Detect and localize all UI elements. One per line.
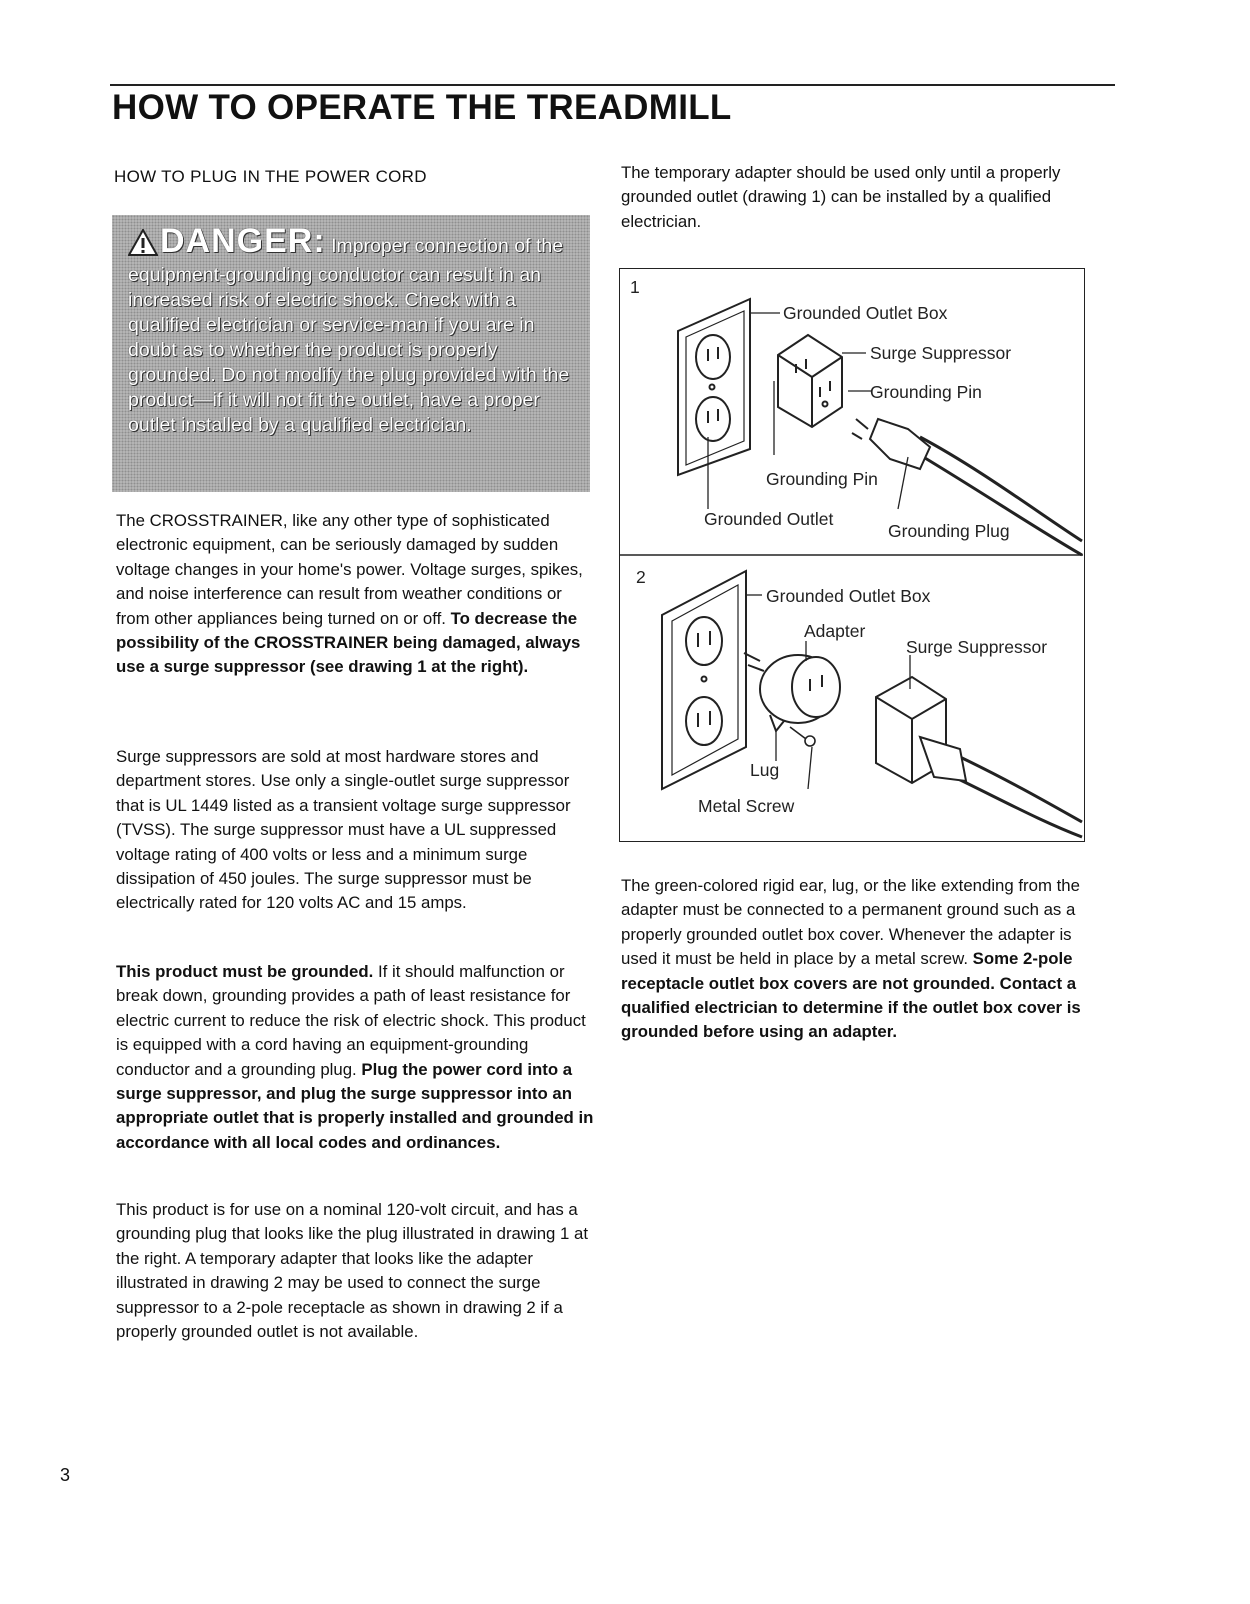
paragraph-surge-intro-bold: To decrease the possibility of the CROSSTRAINER being damaged, always use a surge suppressor (see drawing 1 at the right). — [116, 608, 581, 677]
paragraph-circuit: This product is for use on a nominal 120-volt circuit, and has a grounding plug that looks like the plug illustrated in drawing 1 at the right. A temporary adapter that looks like the adapter illustrated in drawing 2 may be used to connect the surge suppressor to a 2-pole receptacle as shown in drawing 2 if a properly grounded outlet is not available. — [116, 1200, 589, 1342]
section-heading: HOW TO PLUG IN THE POWER CORD — [114, 167, 427, 186]
paragraph-grounding: This product must be grounded. If it should malfunction or break down, grounding provides a path of least resistance for electric current to reduce the risk of electric shock. This product is equipped with a cord having an equipment-grounding conductor and a grounding plug. Plug the power cord into a surge suppressor, and plug the surge suppressor into an appropriate outlet that is properly installed and grounded in accordance with all local codes and ordinances. — [116, 962, 594, 1152]
page-number: 3 — [60, 1465, 71, 1485]
danger-body: Improper connection of the equipment-grounding conductor can result in an increased risk of electric shock. Check with a qualified electrician or service-man if you are in doubt as to whether the product is properly grounded. Do not modify the plug provided with the product—if it will not fit the outlet, have a proper outlet installed by a qualified electrician. — [128, 235, 570, 436]
label-grounded-outlet-box-2: Grounded Outlet Box — [766, 586, 931, 606]
paragraph-adapter-lug: The green-colored rigid ear, lug, or the like extending from the adapter must be connected to a permanent ground such as a properly grounded outlet box cover. Whenever the adapter is used it must be held in place by a metal screw. Some 2-pole receptacle outlet box covers are not grounded. Contact a qualified electrician to determine if the outlet box cover is grounded before using an adapter. — [621, 876, 1081, 1042]
grounding-instruction-bold: Plug the power cord into a surge suppressor, and plug the surge suppressor into an appropriate outlet that is properly installed and grounded in accordance with all local codes and ordinances. — [116, 1059, 594, 1152]
adapter-illustration — [744, 653, 840, 731]
outlet-drawings — [619, 268, 1085, 842]
page-title: HOW TO OPERATE THE TREADMILL — [112, 88, 732, 127]
paragraph-temporary-adapter: The temporary adapter should be used only until a properly grounded outlet (drawing 1) can be installed by a qualified electrician. — [621, 163, 1061, 231]
label-grounding-plug: Grounding Plug — [888, 521, 1010, 541]
grounding-warning-bold: This product must be grounded. — [116, 962, 374, 981]
paragraph-adapter-lug-bold: Some 2-pole receptacle outlet box covers are not grounded. Contact a qualified electrician to determine if the outlet box cover is grounded before using an adapter. — [621, 949, 1081, 1042]
danger-text — [128, 222, 580, 438]
grounded-outlet-box-illustration — [678, 299, 750, 475]
drawing-2 — [636, 567, 1082, 837]
drawing-1 — [630, 277, 1082, 555]
label-surge-suppressor-2: Surge Suppressor — [906, 637, 1048, 657]
outlet-box-illustration-2 — [662, 571, 746, 789]
label-surge-suppressor-1: Surge Suppressor — [870, 343, 1012, 363]
metal-screw-illustration — [790, 727, 815, 746]
drawing-1-number: 1 — [630, 277, 640, 297]
danger-box — [112, 215, 590, 492]
surge-suppressor-illustration-2 — [876, 677, 1082, 837]
label-adapter: Adapter — [804, 621, 866, 641]
warning-triangle-icon — [128, 229, 158, 263]
label-metal-screw: Metal Screw — [698, 796, 795, 816]
drawing-2-number: 2 — [636, 567, 646, 587]
label-grounding-pin-top: Grounding Pin — [870, 382, 982, 402]
header-rule — [110, 84, 1115, 86]
label-grounded-outlet-box-1: Grounded Outlet Box — [783, 303, 948, 323]
danger-label: DANGER: — [160, 222, 326, 260]
surge-suppressor-illustration — [778, 335, 842, 427]
label-lug: Lug — [750, 760, 780, 780]
paragraph-surge-intro: The CROSSTRAINER, like any other type of sophisticated electronic equipment, can be seriously damaged by sudden voltage changes in your home's power. Voltage surges, spikes, and noise interference can result from weather conditions or from other appliances being turned on or off. To decrease the possibility of the CROSSTRAINER being damaged, always use a surge suppressor (see drawing 1 at the right). — [116, 511, 583, 677]
label-grounded-outlet: Grounded Outlet — [704, 509, 834, 529]
paragraph-surge-suppressors: Surge suppressors are sold at most hardware stores and department stores. Use only a single-outlet surge suppressor that is UL 1449 listed as a transient voltage surge suppressor (TVSS). The surge suppressor must have a UL suppressed voltage rating of 400 volts or less and a minimum surge dissipation of 450 joules. The surge suppressor must be electrically rated for 120 volts AC and 15 amps. — [116, 747, 571, 913]
label-grounding-pin-bottom: Grounding Pin — [766, 469, 878, 489]
